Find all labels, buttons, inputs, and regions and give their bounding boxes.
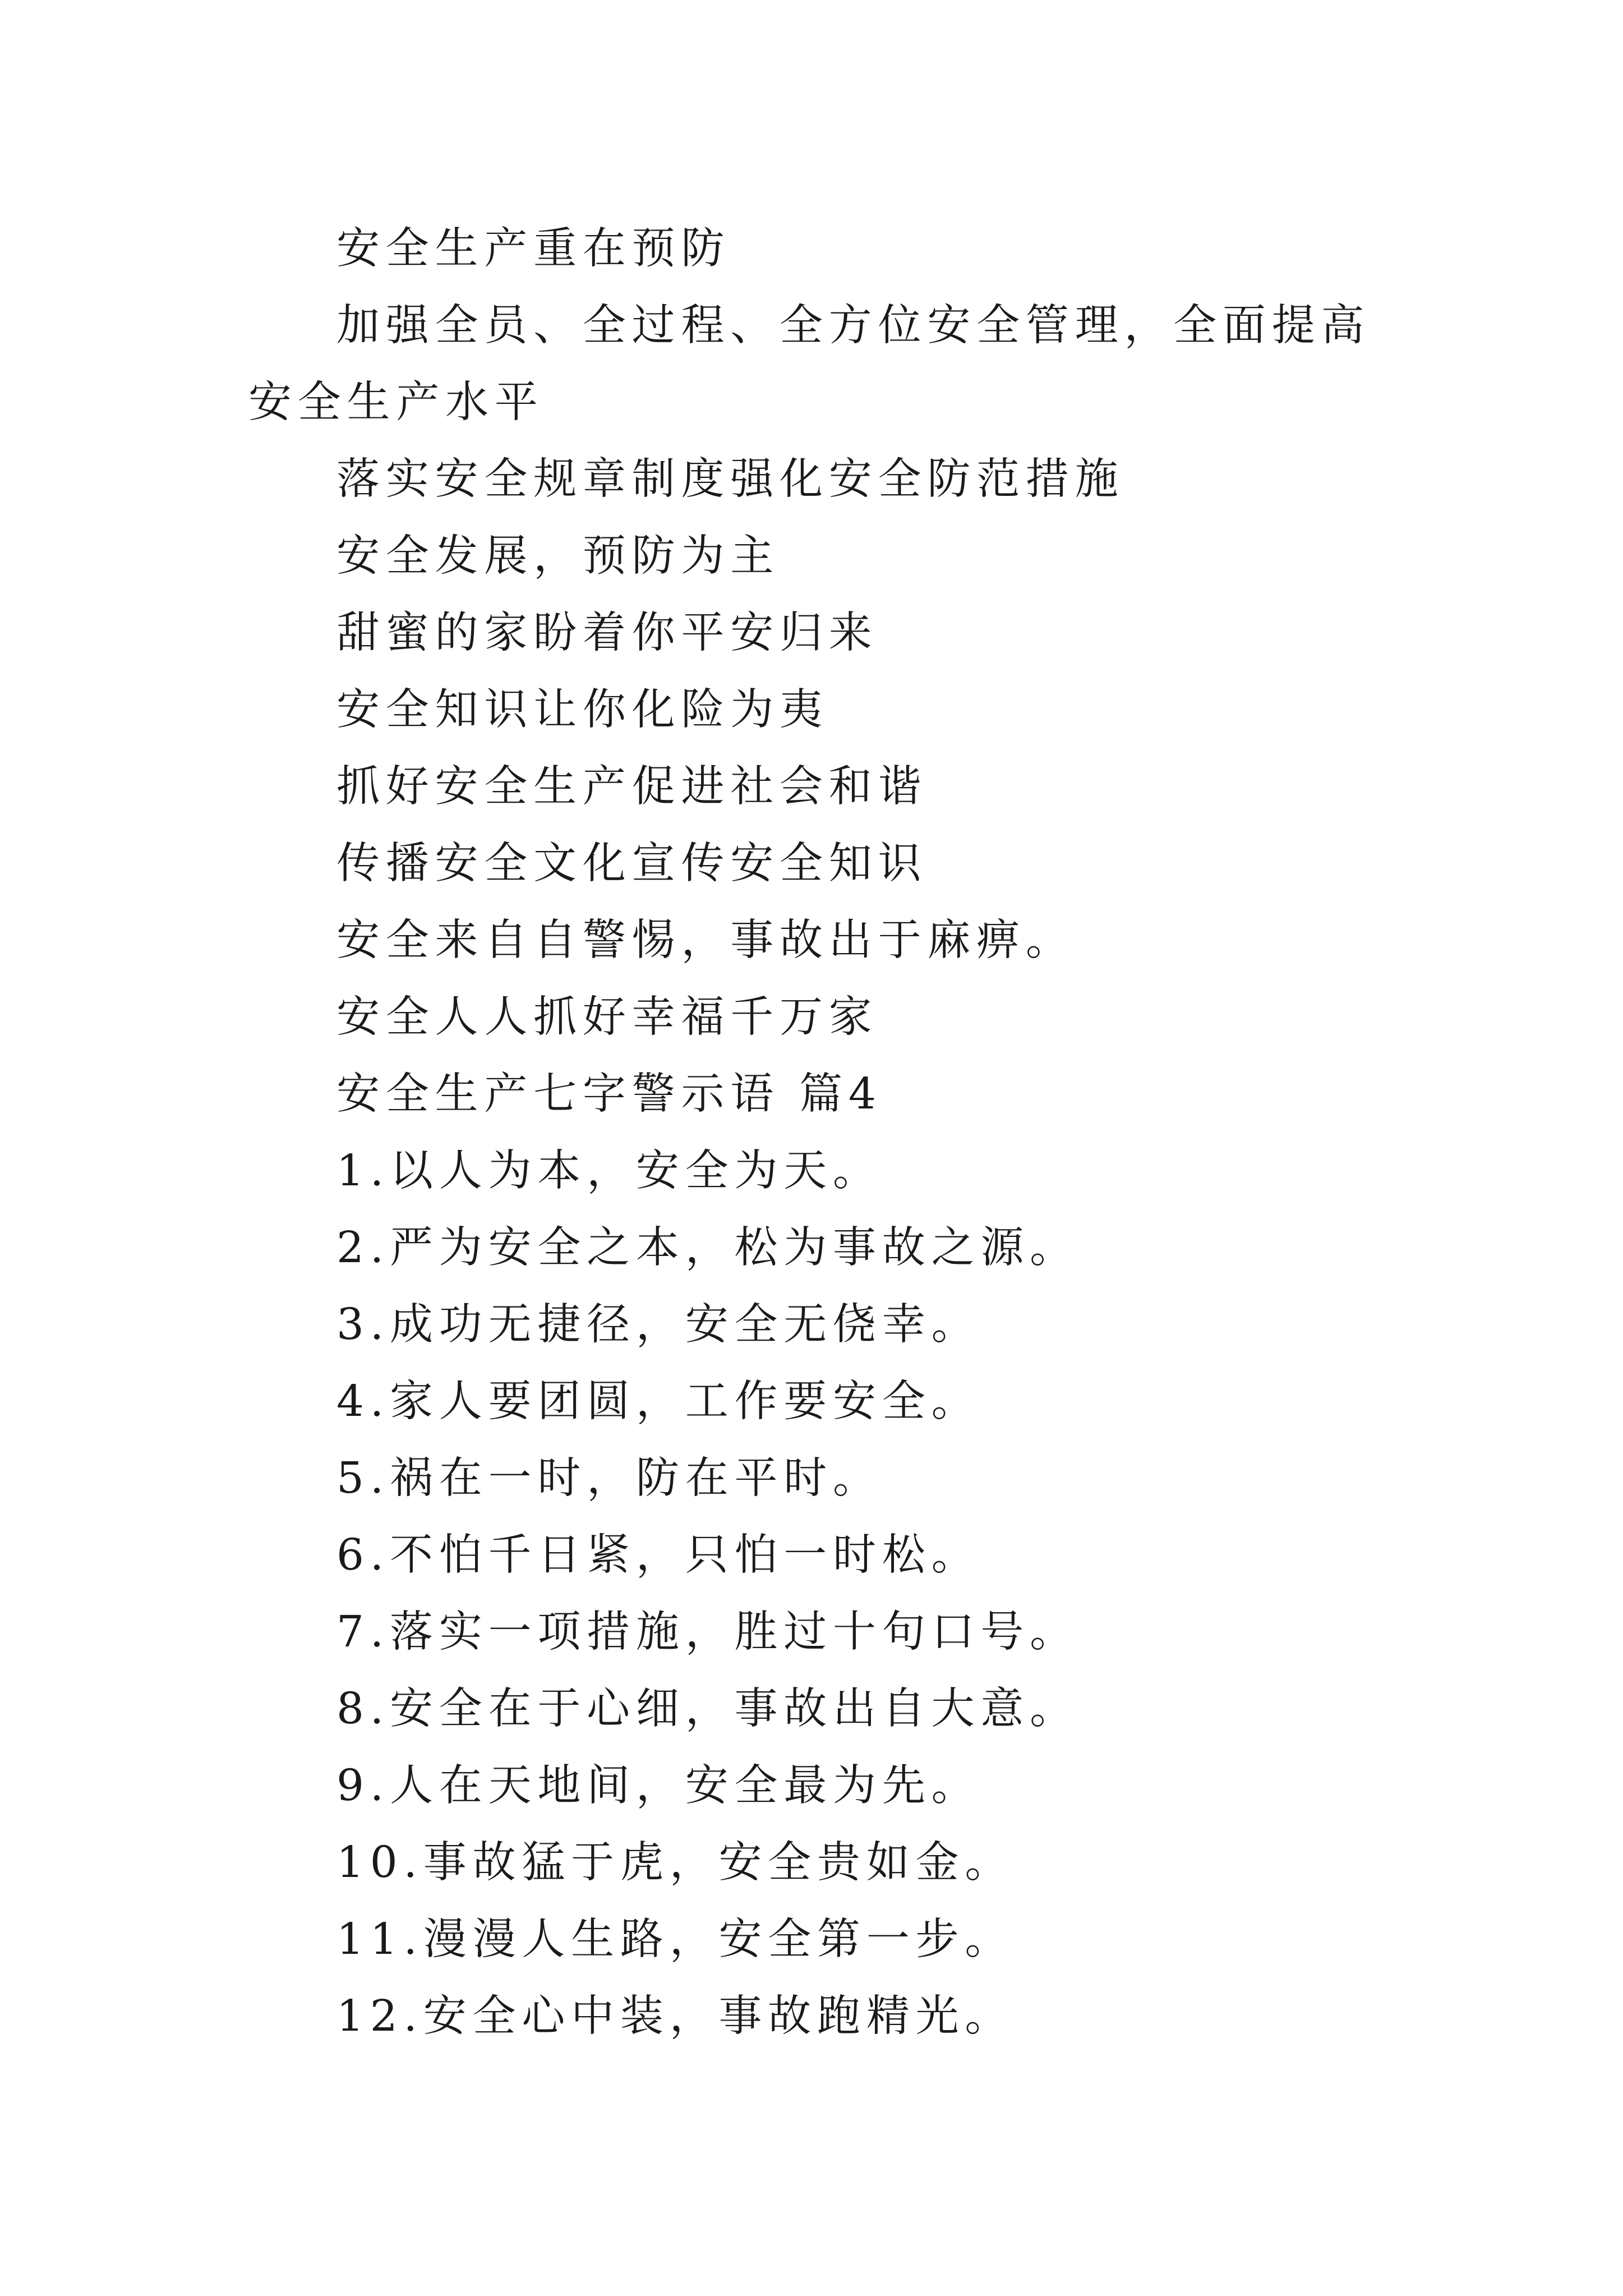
list-item: 3.成功无捷径，安全无侥幸。 [336, 1300, 981, 1350]
paragraph: 安全生产重在预防 [336, 224, 731, 274]
section-heading: 安全生产七字警示语 篇4 [336, 1069, 882, 1119]
list-item: 5.祸在一时，防在平时。 [336, 1453, 882, 1503]
paragraph: 加强全员、全过程、全方位安全管理，全面提高安全生产水平 [248, 301, 1371, 427]
paragraph: 甜蜜的家盼着你平安归来 [336, 608, 878, 658]
list-item: 9.人在天地间，安全最为先。 [336, 1761, 981, 1811]
list-item: 11.漫漫人生路，安全第一步。 [336, 1915, 1015, 1964]
list-item: 4.家人要团圆，工作要安全。 [336, 1377, 981, 1427]
list-item: 2.严为安全之本，松为事故之源。 [336, 1223, 1079, 1273]
paragraph: 安全发展，预防为主 [336, 531, 780, 581]
list-item: 1.以人为本，安全为天。 [336, 1146, 882, 1196]
paragraph: 传播安全文化宣传安全知识 [336, 839, 928, 889]
list-item: 6.不怕千日紧，只怕一时松。 [336, 1530, 981, 1580]
paragraph: 抓好安全生产促进社会和谐 [336, 762, 928, 812]
list-item: 12.安全心中装，事故跑精光。 [336, 1991, 1015, 2041]
paragraph: 安全知识让你化险为夷 [336, 685, 829, 735]
document-body [248, 210, 1395, 2055]
list-item: 10.事故猛于虎，安全贵如金。 [336, 1838, 1015, 1888]
paragraph: 安全来自自警惕，事故出于麻痹。 [336, 915, 1075, 965]
list-item: 8.安全在于心细，事故出自大意。 [336, 1684, 1079, 1734]
list-item: 7.落实一项措施，胜过十句口号。 [336, 1607, 1079, 1657]
paragraph: 落实安全规章制度强化安全防范措施 [336, 454, 1124, 504]
paragraph: 安全人人抓好幸福千万家 [336, 992, 878, 1042]
